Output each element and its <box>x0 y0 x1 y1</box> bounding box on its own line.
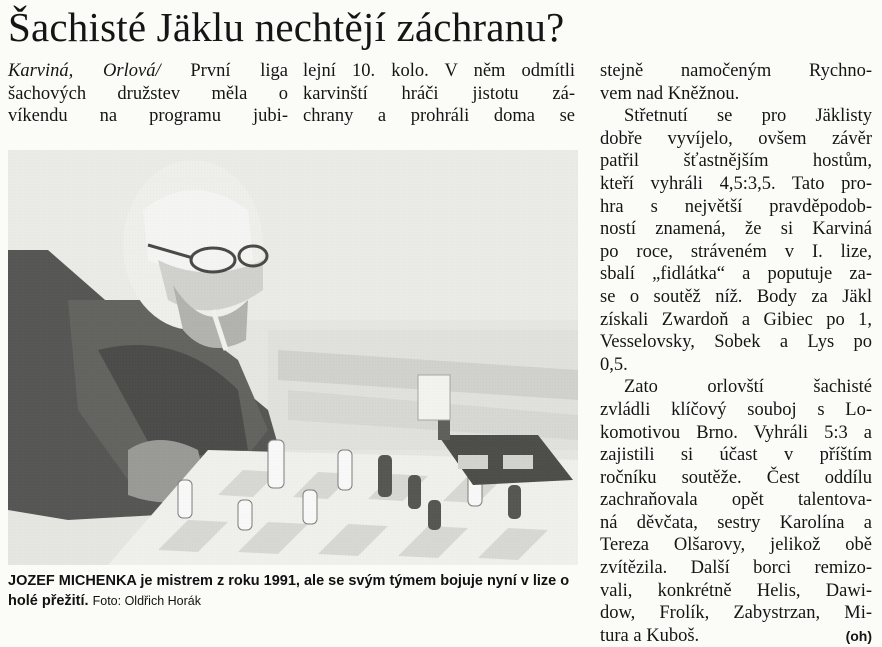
column3-line: vem nad Kněžnou. <box>600 83 740 104</box>
column2-line-0: lejní 10. kolo. V něm odmítli <box>303 61 575 81</box>
column3-line: komotivou Brno. Vyhráli 5:3 a <box>600 422 872 443</box>
photo-caption <box>8 571 583 611</box>
article-column-1 <box>8 60 288 128</box>
column3-line: zajistili si účast v příštím <box>600 445 872 466</box>
column3-line: tura a Kuboš. <box>600 625 700 646</box>
article-column-3 <box>600 60 872 647</box>
column3-line: Vesselovsky, Sobek a Lys po <box>600 332 872 353</box>
column3-line: zachraňovala opět talentova- <box>600 490 872 511</box>
column3-paragraph-1 <box>600 105 872 376</box>
column3-line: stejně namočeným Rychno- <box>600 61 872 81</box>
column1-line-0: Karviná, Orlová/ První liga <box>8 61 288 81</box>
column3-line: Tereza Olšarovy, jelikož obě <box>600 535 872 556</box>
dateline: Karviná, Orlová/ <box>8 61 161 81</box>
column3-line: dow, Frolík, Zabystrzan, Mi- <box>600 603 872 624</box>
chess-player-illustration <box>8 150 578 565</box>
column3-line: Zato orlovští šachisté <box>624 377 872 398</box>
column3-line: hra s největší pravděpodob- <box>600 196 872 217</box>
column3-paragraph-0 <box>600 60 872 105</box>
column3-line: získali Zwardoň a Gibiec po 1, <box>600 309 872 330</box>
column1-line-1: šachových družstev měla o <box>8 83 288 104</box>
column3-line: se o soutěž níž. Body za Jäkl <box>600 286 872 307</box>
author-initials: (oh) <box>845 627 872 644</box>
column3-line: ročníku soutěže. Čest oddílu <box>600 467 872 488</box>
article-column-2 <box>303 60 575 128</box>
chess-photo <box>8 150 578 565</box>
column3-line: dobře vyvíjelo, ovšem závěr <box>600 128 872 149</box>
photo-credit: Foto: Oldřich Horák <box>92 594 201 608</box>
column3-line: zvládli klíčový souboj s Lo- <box>600 399 872 420</box>
column3-line: po roce, stráveném v I. lize, <box>600 241 872 262</box>
column3-line: patřil šťastnějším hostům, <box>600 151 872 172</box>
column3-line: Střetnutí se pro Jäklisty <box>624 106 872 127</box>
column3-line: ná děvčata, sestry Karolína a <box>600 512 872 533</box>
column3-line: 0,5. <box>600 354 628 375</box>
headline: Šachisté Jäklu nechtějí záchranu? <box>8 4 565 50</box>
column2-line-2: chrany a prohráli doma se <box>303 106 575 127</box>
caption-text: JOZEF MICHENKA je mistrem z roku 1991, ale se svým týmem bojuje nyní v lize o holé přežití. <box>8 573 570 609</box>
column1-line-2: víkendu na programu jubi- <box>8 106 288 127</box>
column3-paragraph-2 <box>600 376 872 647</box>
column3-line: ností znamená, že si Karviná <box>600 219 872 240</box>
column2-line-1: karvinští hráči jistotu zá- <box>303 83 575 104</box>
column3-line: zvítězila. Další borci remizo- <box>600 558 872 579</box>
column3-line: kteří vyhráli 4,5:3,5. Tato pro- <box>600 173 872 194</box>
column3-line: sbalí „fidlátka“ a poputuje za- <box>600 264 872 285</box>
column3-line: vali, konkrétně Helis, Dawi- <box>600 580 872 601</box>
